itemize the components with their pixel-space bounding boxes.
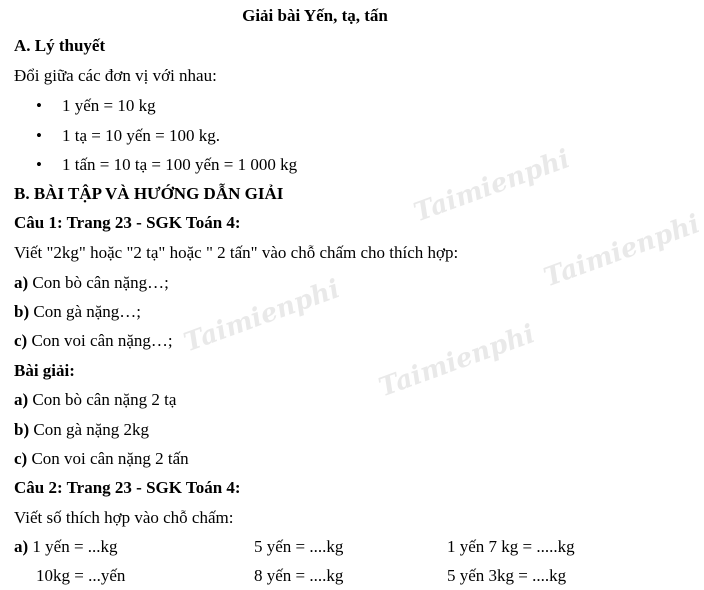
item-label: a): [14, 273, 29, 292]
item-label: b): [14, 302, 30, 321]
item-text: Con bò cân nặng…;: [28, 273, 169, 292]
item-text: Con voi cân nặng 2 tấn: [27, 449, 189, 468]
bullet-icon: •: [36, 126, 42, 145]
section-a-intro: Đổi giữa các đơn vị với nhau:: [14, 66, 217, 85]
watermark-logo: Taimienphi: [180, 274, 344, 359]
section-a-heading: A. Lý thuyết: [14, 36, 106, 55]
watermark-logo: Taimienphi: [540, 209, 704, 294]
item-label: a): [14, 537, 29, 556]
q2-heading: Câu 2: Trang 23 - SGK Toán 4:: [14, 478, 241, 497]
q2-row2-col2: 8 yến = ....kg: [254, 566, 344, 585]
q2-prompt: Viết số thích hợp vào chỗ chấm:: [14, 508, 234, 527]
item-label: b): [14, 420, 30, 439]
q2-row2-col1: 10kg = ...yến: [36, 566, 126, 585]
item-text: Con gà nặng…;: [29, 302, 142, 321]
item-label: c): [14, 449, 28, 468]
item-text: Con voi cân nặng…;: [27, 331, 173, 350]
q1-item-b: [14, 302, 141, 322]
list-item-text: 1 tấn = 10 tạ = 100 yến = 1 000 kg: [62, 155, 298, 174]
list-item-text: 1 tạ = 10 yến = 100 kg.: [62, 126, 220, 145]
answer-a: [14, 390, 176, 410]
q1-heading: Câu 1: Trang 23 - SGK Toán 4:: [14, 213, 241, 232]
list-item-text: 1 yến = 10 kg: [62, 96, 156, 115]
item-text: Con bò cân nặng 2 tạ: [28, 390, 177, 409]
answer-c: [14, 449, 189, 469]
item-text: Con gà nặng 2kg: [29, 420, 150, 439]
page-title: Giải bài Yến, tạ, tấn: [242, 6, 388, 25]
section-b-heading: B. BÀI TẬP VÀ HƯỚNG DẪN GIẢI: [14, 184, 284, 203]
q1-item-a: [14, 273, 169, 293]
watermark-logo: Taimienphi: [375, 319, 539, 404]
bullet-icon: •: [36, 155, 42, 174]
q1-prompt: Viết "2kg" hoặc "2 tạ" hoặc " 2 tấn" vào chỗ chấm cho thích hợp:: [14, 243, 459, 262]
q2-row1-col3: 1 yến 7 kg = .....kg: [447, 537, 575, 556]
bullet-icon: •: [36, 96, 42, 115]
item-label: c): [14, 331, 28, 350]
q2-row1-col2: 5 yến = ....kg: [254, 537, 344, 556]
q1-item-c: [14, 331, 173, 351]
item-label: a): [14, 390, 29, 409]
solution-heading: Bài giải:: [14, 361, 75, 380]
q2-row1-col1: [14, 537, 118, 557]
answer-b: [14, 420, 149, 440]
q2-row2-col3: 5 yến 3kg = ....kg: [447, 566, 567, 585]
watermark-logo: Taimienphi: [410, 144, 574, 229]
item-text: 1 yến = ...kg: [28, 537, 118, 556]
